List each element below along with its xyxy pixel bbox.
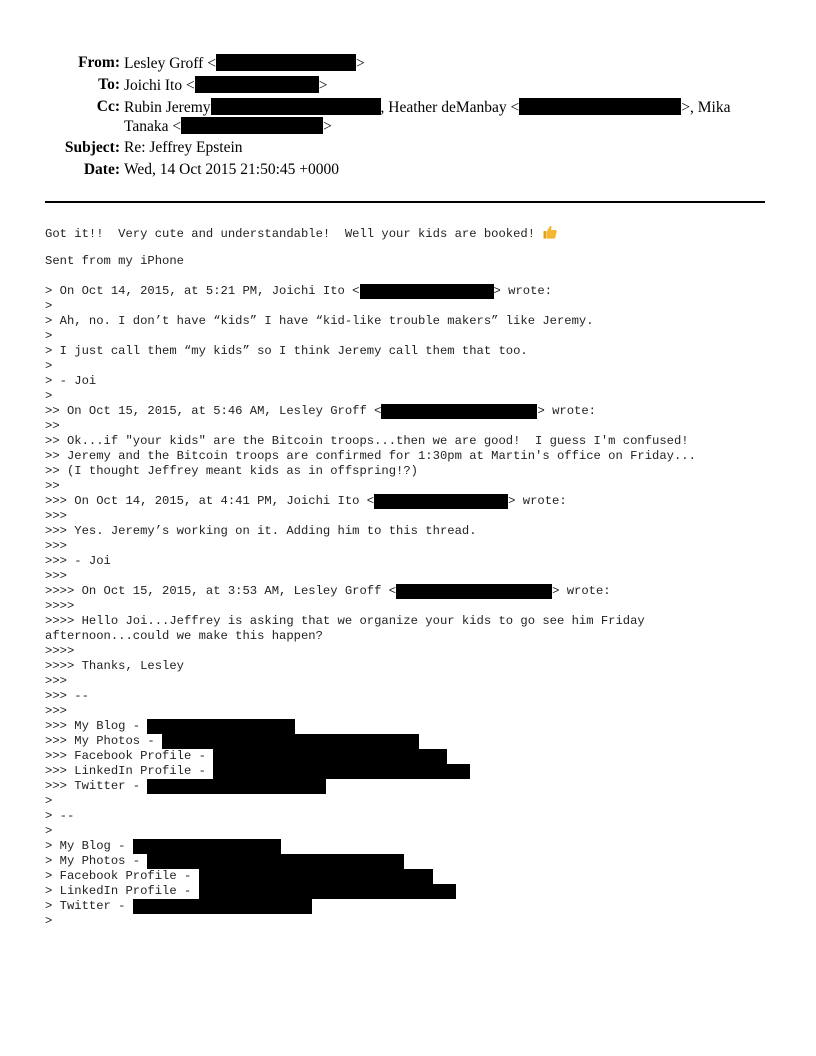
body-line: >>>> Thanks, Lesley — [45, 659, 184, 673]
body-line: > — [45, 794, 53, 808]
from-value: Lesley Groff < > — [124, 55, 365, 72]
body-line: >>>> — [45, 599, 75, 613]
body-line: >>> -- — [45, 689, 89, 703]
redaction-block — [213, 764, 470, 779]
body-line: >>> Facebook Profile - — [45, 749, 447, 764]
to-value: Joichi Ito < > — [124, 77, 328, 94]
redaction-block — [360, 284, 494, 299]
body-line: >>> — [45, 509, 67, 523]
body-line: > My Blog - — [45, 839, 281, 854]
header-divider — [45, 201, 765, 203]
body-line: > On Oct 14, 2015, at 5:21 PM, Joichi Ito < > wrote: — [45, 284, 553, 298]
redaction-block — [396, 584, 552, 599]
date-label: Date: — [83, 161, 120, 178]
subject-label: Subject: — [64, 139, 120, 156]
subject-value: Re: Jeffrey Epstein — [124, 139, 243, 156]
body-line: >>> On Oct 14, 2015, at 4:41 PM, Joichi Ito < > wrote: — [45, 494, 567, 508]
body-line: >> Ok...if "your kids" are the Bitcoin troops...then we are good! I guess I'm confused! — [45, 434, 689, 448]
body-line: > - Joi — [45, 374, 97, 388]
body-line: > I just call them “my kids” so I think Jeremy call them that too. — [45, 344, 528, 358]
body-line: >>>> On Oct 15, 2015, at 3:53 AM, Lesley Groff < > wrote: — [45, 584, 611, 598]
body-line: >>> — [45, 704, 67, 718]
body-line: >> — [45, 479, 60, 493]
body-line: > My Photos - — [45, 854, 404, 869]
body-line: >>> My Photos - — [45, 734, 419, 749]
body-line: > — [45, 389, 53, 403]
body-line: >> On Oct 15, 2015, at 5:46 AM, Lesley Groff < > wrote: — [45, 404, 596, 418]
redaction-block — [374, 494, 508, 509]
body-line: > Twitter - — [45, 899, 312, 914]
body-line: >>> — [45, 539, 67, 553]
body-line: >>> — [45, 674, 67, 688]
redaction-block — [147, 719, 295, 734]
redaction-block — [133, 839, 281, 854]
body-line: >>> My Blog - — [45, 719, 295, 734]
body-line: >>> LinkedIn Profile - — [45, 764, 470, 779]
body-line: Got it!! Very cute and understandable! Well your kids are booked! — [45, 224, 558, 239]
body-line: > Facebook Profile - — [45, 869, 433, 884]
body-line: > — [45, 914, 53, 928]
body-line: > — [45, 299, 53, 313]
redaction-block — [147, 779, 326, 794]
redaction-block — [133, 899, 312, 914]
body-line: >> (I thought Jeffrey meant kids as in offspring!?) — [45, 464, 418, 478]
body-line: >>> Yes. Jeremy’s working on it. Adding him to this thread. — [45, 524, 477, 538]
body-line: >> — [45, 419, 60, 433]
body-line: > — [45, 824, 53, 838]
body-line: > Ah, no. I don’t have “kids” I have “kid-like trouble makers” like Jeremy. — [45, 314, 594, 328]
body-line: >>> - Joi — [45, 554, 111, 568]
redaction-block — [211, 98, 381, 115]
cc-label: Cc: — [96, 98, 120, 115]
body-line: > — [45, 329, 53, 343]
to-label: To: — [98, 76, 120, 93]
body-line: > — [45, 359, 53, 373]
cc-value-cont: Tanaka < > — [124, 118, 332, 135]
body-line: >>>> Hello Joi...Jeffrey is asking that we organize your kids to go see him Friday — [45, 614, 645, 628]
body-line: >>>> — [45, 644, 75, 658]
thumbs-up-icon — [542, 224, 558, 240]
body-line: >>> — [45, 569, 67, 583]
redaction-block — [519, 98, 681, 115]
body-line: >> Jeremy and the Bitcoin troops are confirmed for 1:30pm at Martin's office on Friday... — [45, 449, 696, 463]
redaction-block — [162, 734, 419, 749]
body-line: Sent from my iPhone — [45, 254, 184, 268]
body-line: >>> Twitter - — [45, 779, 326, 794]
redaction-block — [147, 854, 404, 869]
redaction-block — [213, 749, 447, 764]
body-line: > -- — [45, 809, 75, 823]
redaction-block — [381, 404, 537, 419]
redaction-block — [181, 117, 323, 134]
redaction-block — [199, 884, 456, 899]
redaction-block — [216, 54, 356, 71]
body-line: afternoon...could we make this happen? — [45, 629, 323, 643]
body-line: > LinkedIn Profile - — [45, 884, 456, 899]
redaction-block — [195, 76, 319, 93]
from-label: From: — [78, 54, 120, 71]
cc-value: Rubin Jeremy , Heather deManbay < >, Mika — [124, 99, 731, 116]
date-value: Wed, 14 Oct 2015 21:50:45 +0000 — [124, 161, 340, 178]
redaction-block — [199, 869, 433, 884]
